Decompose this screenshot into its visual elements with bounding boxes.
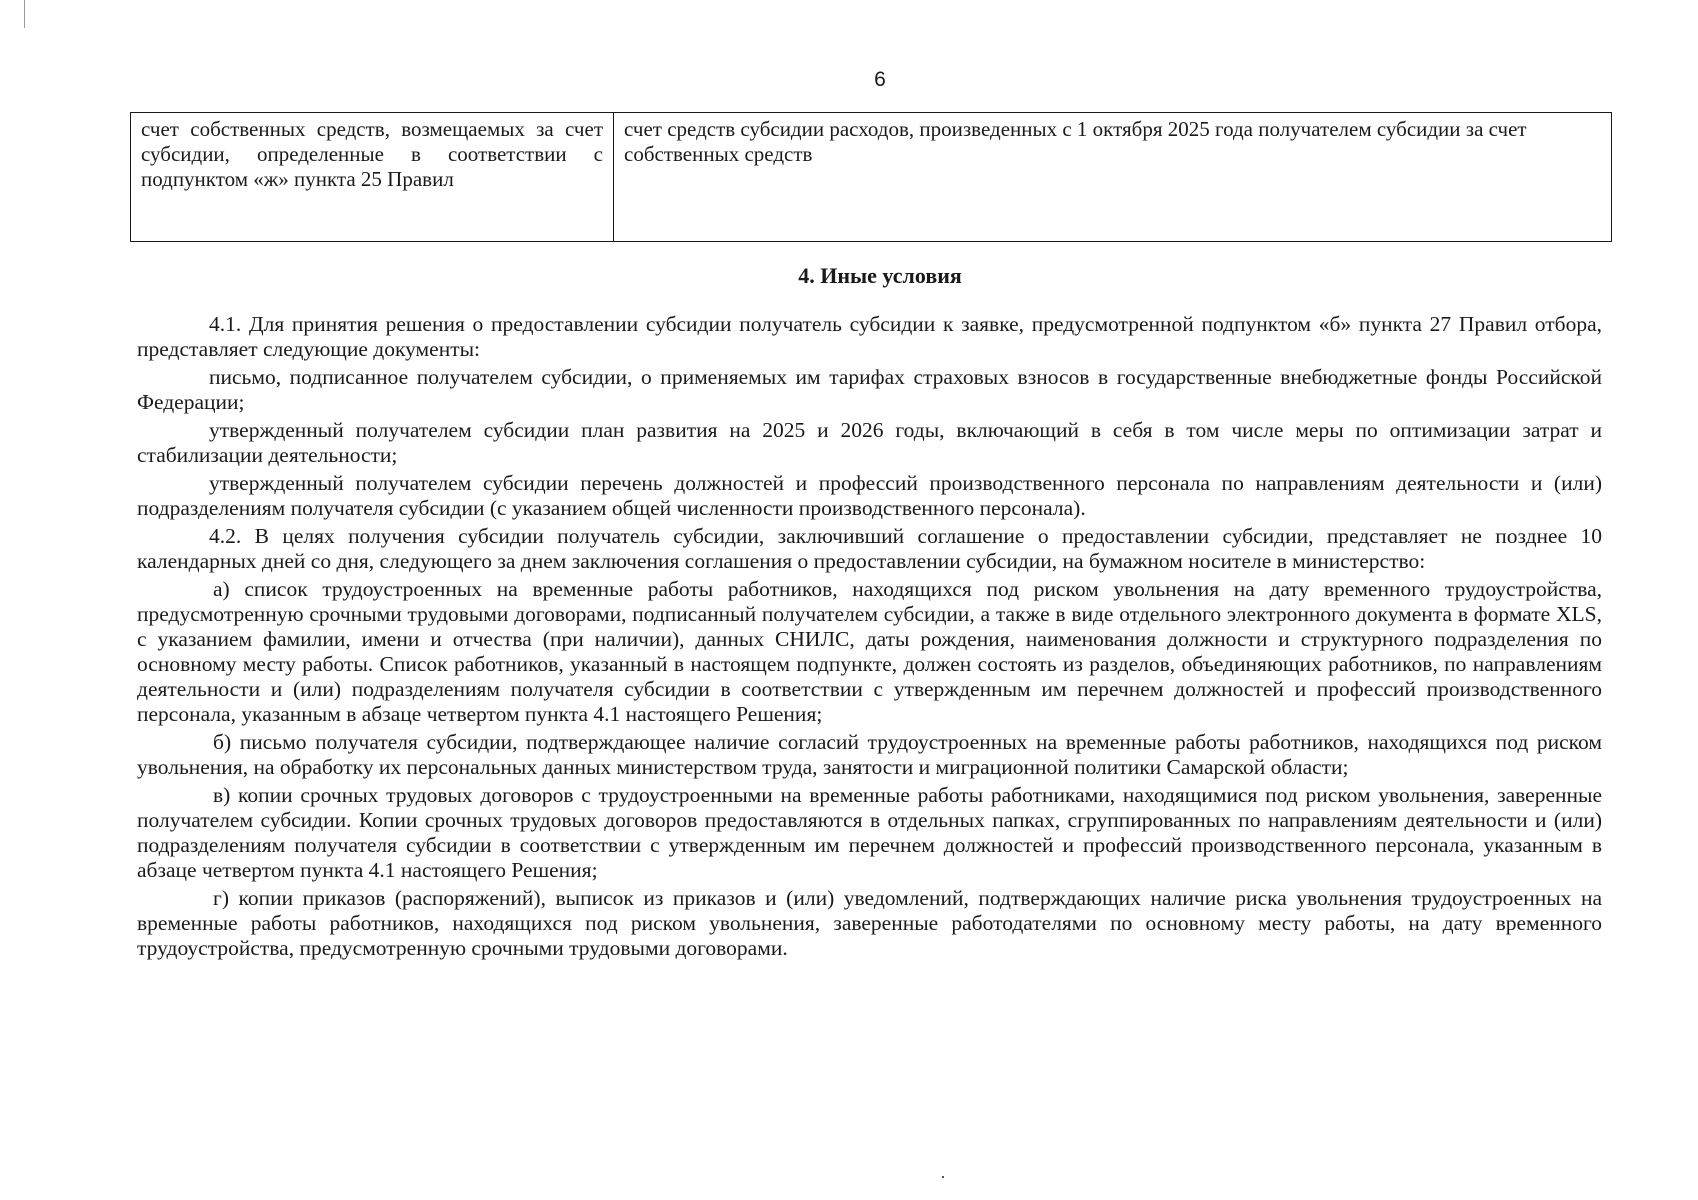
paragraph-item-a: а) список трудоустроенных на временные работы работников, находящихся под риском увольнения на дату временного трудоустройства, предусмотренную срочными трудовыми договорами, подписанный получателем субсидии, а также в виде отдельного электронного документа в формате XLS, с указанием фамилии, имени и отчества (при наличии), данных СНИЛС, даты рождения, наименования должности и структурного подразделения по основному месту работы. Список работников, указанный в настоящем подпункте, должен состоять из разделов, объединяющих работников, по направлениям деятельности и (или) подразделениям получателя субсидии в соответствии с утвержденным им перечнем должностей и профессий производственного персонала, указанным в абзаце четвертом пункта 4.1 настоящего Решения; xyxy=(137,577,1602,726)
continued-table xyxy=(130,112,1612,242)
scan-dot-mark xyxy=(942,1176,944,1178)
paragraph-item-v: в) копии срочных трудовых договоров с трудоустроенными на временные работы работниками, находящимися под риском увольнения, заверенные получателем субсидии. Копии срочных трудовых договоров предоставляются в отдельных папках, сгруппированных по направлениям деятельности и (или) подразделениям получателя субсидии в соответствии с утвержденным им перечнем должностей и профессий производственного персонала, указанным в абзаце четвертом пункта 4.1 настоящего Решения; xyxy=(137,783,1602,882)
scan-edge-mark xyxy=(24,0,25,28)
paragraph-positions-list: утвержденный получателем субсидии перечень должностей и профессий производственного персонала по направлениям деятельности и (или) подразделениям получателя субсидии (с указанием общей численности производственного персонала). xyxy=(137,471,1602,520)
section-body xyxy=(137,312,1602,964)
paragraph-item-g: г) копии приказов (распоряжений), выписок из приказов и (или) уведомлений, подтверждающих наличие риска увольнения трудоустроенных на временные работы работников, находящихся под риском увольнения, заверенные работодателями по основному месту работы, на дату временного трудоустройства, предусмотренную срочными трудовыми договорами. xyxy=(137,886,1602,960)
paragraph-4-1: 4.1. Для принятия решения о предоставлении субсидии получатель субсидии к заявке, предусмотренной подпунктом «б» пункта 27 Правил отбора, представляет следующие документы: xyxy=(137,312,1602,361)
paragraph-development-plan: утвержденный получателем субсидии план развития на 2025 и 2026 годы, включающий в себя в том числе меры по оптимизации затрат и стабилизации деятельности; xyxy=(137,418,1602,467)
section-title: 4. Иные условия xyxy=(798,263,962,288)
table-cell-left: счет собственных средств, возмещаемых за счет субсидии, определенные в соответствии с подпунктом «ж» пункта 25 Правил xyxy=(131,113,614,242)
table-row xyxy=(131,113,1612,242)
paragraph-item-b: б) письмо получателя субсидии, подтверждающее наличие согласий трудоустроенных на временные работы работников, находящихся под риском увольнения, на обработку их персональных данных министерством труда, занятости и миграционной политики Самарской области; xyxy=(137,730,1602,779)
table-cell-right: счет средств субсидии расходов, произведенных с 1 октября 2025 года получателем субсидии за счет собственных средств xyxy=(614,113,1612,242)
paragraph-letter-item: письмо, подписанное получателем субсидии, о применяемых им тарифах страховых взносов в государственные внебюджетные фонды Российской Федерации; xyxy=(137,365,1602,414)
page-number: 6 xyxy=(874,68,886,91)
paragraph-4-2: 4.2. В целях получения субсидии получатель субсидии, заключивший соглашение о предоставлении субсидии, представляет не позднее 10 календарных дней со дня, следующего за днем заключения соглашения о предоставлении субсидии, на бумажном носителе в министерство: xyxy=(137,524,1602,573)
